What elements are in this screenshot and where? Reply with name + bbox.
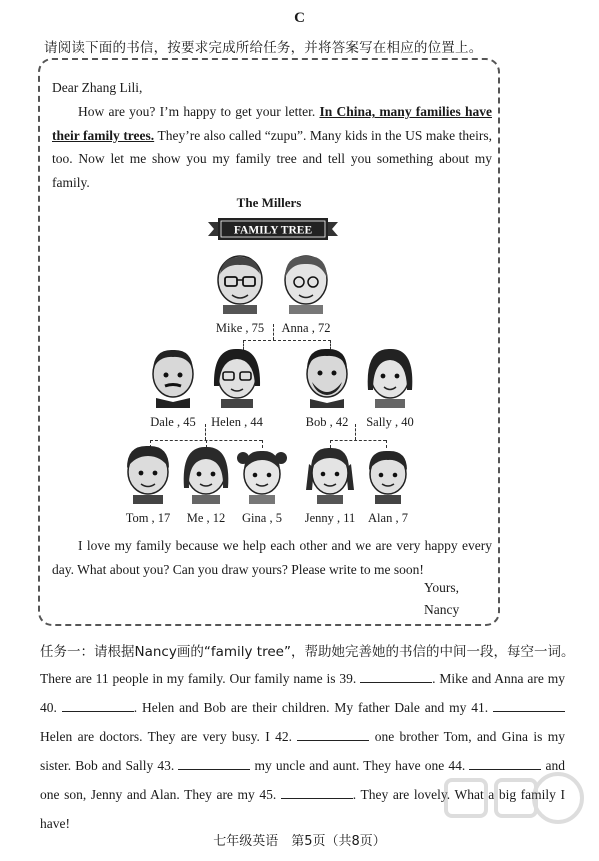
person-mike — [210, 252, 270, 335]
exercise-text: . They are lovely. What a big family I have! — [40, 787, 565, 831]
p1-underlined-sentence: In China, many families have their family trees. — [52, 104, 492, 143]
person-label: Tom , 17 — [125, 511, 171, 525]
person-bob — [297, 346, 357, 429]
p1-end: They’re also called “zupu”. Many kids in the US make theirs, too. Now let me show you my family tree and tell you something about my family. — [52, 127, 492, 190]
grandma-face-icon — [279, 252, 333, 314]
person-label: Anna , 72 — [281, 321, 331, 335]
person-gina — [232, 442, 292, 525]
page-footer: 七年级英语 第5页（共8页） — [213, 834, 386, 849]
connector-gen2-line — [243, 340, 331, 341]
task-emphasis: 每空一词 — [506, 644, 561, 660]
letter-paragraph-2 — [52, 534, 492, 581]
person-label: Sally , 40 — [366, 415, 414, 429]
tree-title: The Millers — [236, 195, 302, 210]
answer-blank-43[interactable] — [178, 756, 250, 770]
exercise-text: . Mike and Anna are my 40. — [40, 671, 566, 715]
family-tree-banner — [208, 216, 338, 242]
p1-start: How are you? I’m happy to get your letter. — [78, 104, 320, 119]
watermark-logo-icon — [440, 770, 590, 830]
p2-text: I love my family because we help each other and we are very happy every day. What about you? Can you draw yours? Please write to me soon! — [52, 538, 492, 577]
little-girl-face-icon — [235, 442, 289, 504]
person-label: Helen , 44 — [211, 415, 263, 429]
person-label: Dale , 45 — [150, 415, 196, 429]
answer-blank-45[interactable] — [281, 785, 353, 799]
person-dale — [143, 346, 203, 429]
person-jenny — [300, 442, 360, 525]
answer-blank-44[interactable] — [469, 756, 541, 770]
girl-braids-face-icon — [303, 442, 357, 504]
task-prefix: 任务一：请根据Nancy画的“family tree”，帮助她完善她的书信的中间一段， — [40, 644, 507, 660]
task-instruction — [40, 640, 574, 660]
person-anna — [276, 252, 336, 335]
connector-gen3-right — [330, 440, 386, 441]
answer-blank-40[interactable] — [62, 698, 134, 712]
answer-blank-39[interactable] — [360, 669, 432, 683]
letter-paragraph-1 — [52, 100, 492, 194]
letter-closing: Yours, — [424, 580, 460, 595]
person-label: Bob , 42 — [305, 415, 349, 429]
person-label: Gina , 5 — [242, 511, 282, 525]
exercise-text: one brother Tom, and Gina is my sister. Bob and Sally 43. — [40, 729, 565, 773]
man-face-icon — [146, 346, 200, 408]
letter-greeting: Dear Zhang Lili, — [52, 80, 143, 95]
exercise-text: and one son, Jenny and Alan. They are my 45. — [40, 758, 566, 802]
exercise-text: my uncle and aunt. They have one 44. — [250, 758, 470, 773]
connector-dale-helen — [205, 424, 206, 440]
exercise-text: . Helen and Bob are their children. My father Dale and my 41. — [133, 700, 494, 715]
task-suffix: 。 — [560, 644, 575, 660]
section-letter: C — [294, 10, 305, 26]
little-boy-face-icon — [361, 442, 415, 504]
woman-face-icon — [363, 346, 417, 408]
person-helen — [207, 346, 267, 429]
answer-blank-41[interactable] — [493, 698, 565, 712]
person-alan — [358, 442, 418, 525]
person-tom — [118, 442, 178, 525]
girl-face-icon — [179, 442, 233, 504]
instruction-text: 请阅读下面的书信，按要求完成所给任务，并将答案写在相应的位置上。 — [44, 40, 483, 56]
answer-blank-42[interactable] — [297, 727, 369, 741]
person-label: Mike , 75 — [215, 321, 265, 335]
person-me — [176, 442, 236, 525]
exercise-text: Helen are doctors. They are very busy. I 42. — [40, 729, 298, 744]
grandpa-face-icon — [213, 252, 267, 314]
woman-glasses-face-icon — [210, 346, 264, 408]
person-label: Jenny , 11 — [304, 511, 356, 525]
exercise-text: There are 11 people in my family. Our family name is 39. — [40, 671, 361, 686]
letter-signature: Nancy — [424, 602, 460, 617]
boy-face-icon — [121, 442, 175, 504]
man-beard-face-icon — [300, 346, 354, 408]
person-label: Alan , 7 — [368, 511, 408, 525]
person-label: Me , 12 — [186, 511, 226, 525]
banner-text: FAMILY TREE — [233, 224, 313, 237]
person-sally — [360, 346, 420, 429]
connector-gen1 — [273, 324, 274, 340]
